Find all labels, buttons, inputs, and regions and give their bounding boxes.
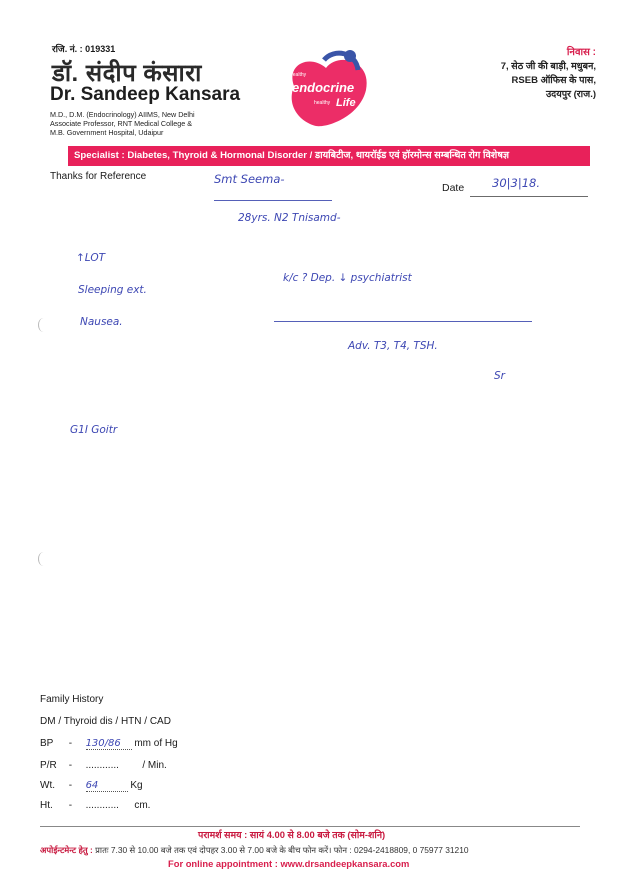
- thanks-for-reference: Thanks for Reference: [50, 171, 147, 182]
- address-line: 7, सेठ जी की बाड़ी, मधुबन,: [500, 61, 596, 72]
- conditions-label: DM / Thyroid dis / HTN / CAD: [40, 716, 171, 727]
- appointment-info: [40, 845, 469, 856]
- date-line: [470, 196, 588, 197]
- credential-line: M.D., D.M. (Endocrinology) AIIMS, New Delhi: [50, 110, 195, 119]
- separator-line: [274, 321, 532, 322]
- vital-label: P/R: [40, 760, 57, 771]
- vital-value: ............: [85, 800, 119, 811]
- handwritten-signature: Sr: [494, 370, 505, 382]
- consultation-time: परामर्श समय : सायं 4.00 से 8.00 बजे तक (सोम-शनि): [198, 829, 386, 840]
- handwritten-age: 28yrs. N2 Tnisamd-: [238, 212, 341, 224]
- credential-line: Associate Professor, RNT Medical College &: [50, 119, 193, 128]
- vital-dash: -: [68, 760, 73, 771]
- handwritten-finding: G1I Goitr: [70, 424, 118, 436]
- handwritten-complaint: Nausea.: [80, 316, 123, 328]
- address-label: निवास :: [566, 47, 596, 58]
- svg-text:Life: Life: [336, 97, 356, 109]
- vital-dash: -: [68, 780, 73, 791]
- credential-line: M.B. Government Hospital, Udaipur: [50, 128, 164, 137]
- handwritten-patient-name: Smt Seema-: [214, 172, 285, 186]
- vital-bp: [40, 738, 178, 750]
- vital-weight: [40, 780, 143, 792]
- vital-value: ............: [85, 760, 119, 771]
- doctor-name-english: Dr. Sandeep Kansara: [50, 84, 241, 105]
- endocrine-life-logo: [280, 46, 376, 136]
- vital-label: Ht.: [40, 800, 53, 811]
- footer-rule: [40, 826, 580, 827]
- name-underline: [214, 200, 332, 201]
- vital-dash: -: [68, 800, 73, 811]
- handwritten-date: 30|3|18.: [492, 176, 540, 190]
- logo-graphic: [280, 46, 376, 136]
- vital-value: 64: [86, 780, 128, 792]
- svg-text:healthy: healthy: [314, 100, 331, 106]
- vital-value: 130/86: [86, 738, 132, 750]
- handwritten-complaint: ↑LOT: [76, 252, 106, 264]
- vital-height: [40, 800, 150, 811]
- address-line: RSEB ऑफिस के पास,: [511, 75, 596, 86]
- vital-pr: [40, 760, 167, 771]
- residence-address: [501, 46, 596, 102]
- credentials: [50, 110, 240, 137]
- vital-unit: Kg: [130, 780, 143, 791]
- punch-hole: [38, 318, 49, 332]
- vital-unit: cm.: [134, 800, 151, 811]
- vital-label: BP: [40, 738, 54, 749]
- appointment-label: अपोईन्टमेन्ट हेतु :: [40, 845, 93, 855]
- registration-number: रजि. नं. : 019331: [52, 44, 116, 54]
- punch-hole: [38, 552, 49, 566]
- handwritten-advice: Adv. T3, T4, TSH.: [348, 340, 438, 352]
- specialist-banner: Specialist : Diabetes, Thyroid & Hormonal Disorder / डायबिटीज, थायरॉईड एवं हॉरमोन्स सम्बन्धित रोग विशेषज्ञ: [68, 146, 590, 166]
- date-label: Date: [442, 182, 465, 194]
- online-appointment: For online appointment : www.drsandeepkansara.com: [168, 858, 410, 869]
- appointment-text: प्रातः 7.30 से 10.00 बजे तक एवं दोपहर 3.00 से 7.00 बजे के बीच फोन करें। फोन : 0294-2418809, 0 75977 31210: [95, 845, 469, 855]
- family-history-label: Family History: [40, 694, 104, 705]
- address-line: उदयपुर (राज.): [545, 89, 596, 100]
- svg-text:endocrine: endocrine: [292, 80, 355, 95]
- vital-unit: / Min.: [142, 760, 167, 771]
- svg-text:healthy: healthy: [290, 72, 307, 78]
- vital-unit: mm of Hg: [134, 738, 178, 749]
- handwritten-note: k/c ? Dep. ↓ psychiatrist: [283, 272, 412, 284]
- handwritten-complaint: Sleeping ext.: [78, 284, 147, 296]
- vital-dash: -: [68, 738, 73, 749]
- doctor-name-hindi: डॉ. संदीप कंसारा: [52, 60, 202, 87]
- vital-label: Wt.: [40, 780, 55, 791]
